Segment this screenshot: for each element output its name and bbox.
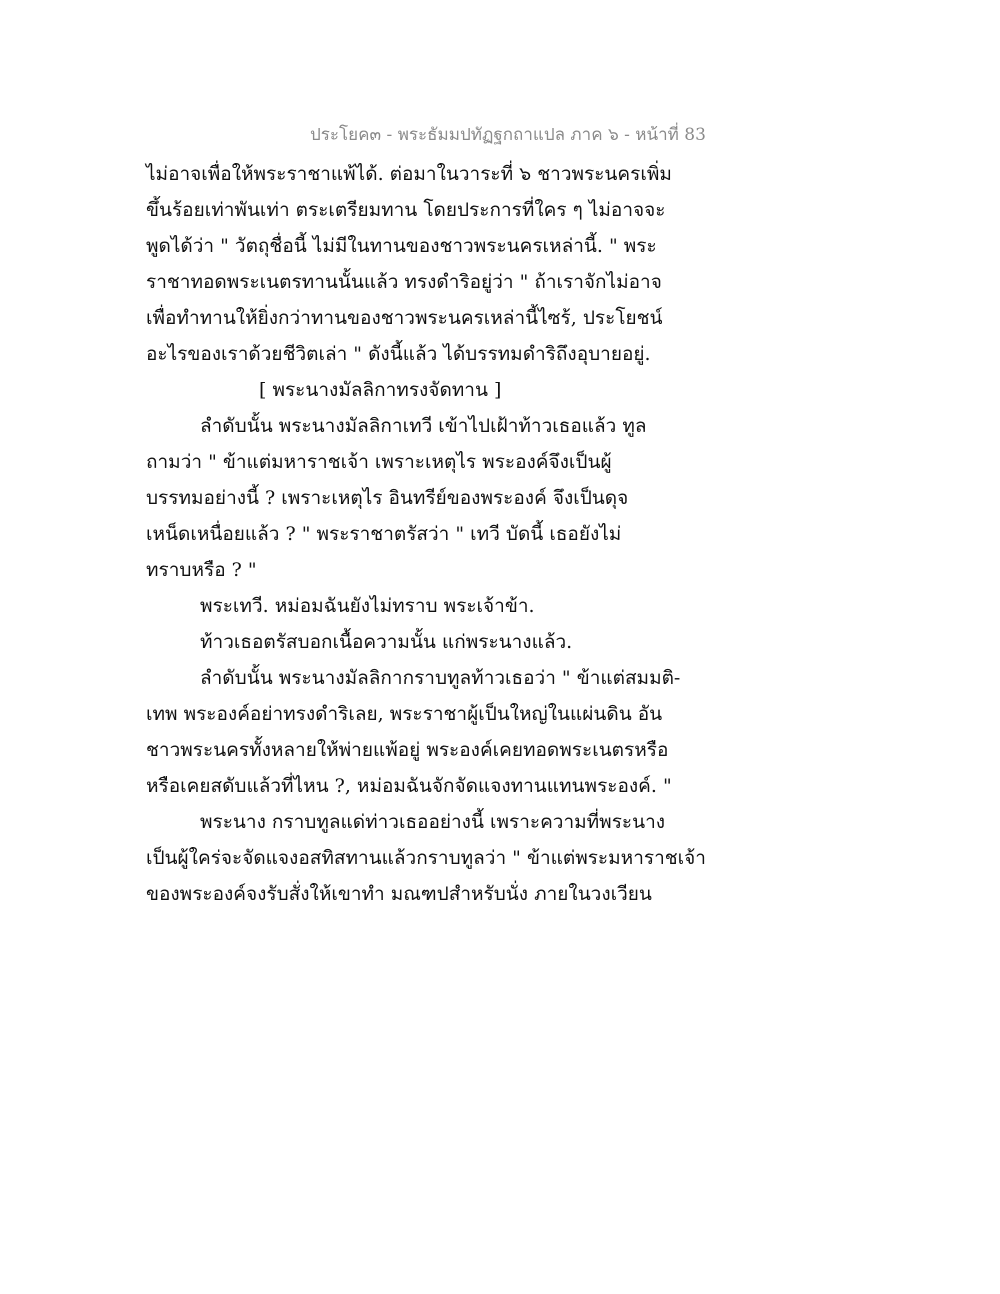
paragraph-start-line: พระนาง กราบทูลแด่ท่าวเธออย่างนี้ เพราะความที่พระนาง [200,811,666,833]
paragraph-start-line: ท้าวเธอตรัสบอกเนื้อความนั้น แก่พระนางแล้ว. [200,631,573,653]
text-line: เป็นผู้ใคร่จะจัดแจงอสทิสทานแล้วกราบทูลว่า " ข้าแต่พระมหาราชเจ้า [146,847,706,869]
body-text [146,156,706,912]
text-line: บรรทมอย่างนี้ ? เพราะเหตุไร อินทรีย์ของพระองค์ จึงเป็นดุจ [146,487,629,509]
text-line: หรือเคยสดับแล้วที่ไหน ?, หม่อมฉันจักจัดแจงทานแทนพระองค์. " [146,775,672,797]
text-line: ชาวพระนครทั้งหลายให้พ่ายแพ้อยู่ พระองค์เคยทอดพระเนตรหรือ [146,739,669,761]
running-header: ประโยค๓ - พระธัมมปทัฏฐกถาแปล ภาค ๖ - หน้าที่ 83 [310,125,706,145]
text-line: เทพ พระองค์อย่าทรงดำริเลย, พระราชาผู้เป็นใหญ่ในแผ่นดิน อัน [146,703,663,725]
section-heading: [ พระนางมัลลิกาทรงจัดทาน ] [259,379,502,401]
text-line: เหน็ดเหนื่อยแล้ว ? " พระราชาตรัสว่า " เทวี บัดนี้ เธอยังไม่ [146,523,622,545]
text-line: ขึ้นร้อยเท่าพันเท่า ตระเตรียมทาน โดยประการที่ใคร ๆ ไม่อาจจะ [146,199,666,221]
text-line: ถามว่า " ข้าแต่มหาราชเจ้า เพราะเหตุไร พระองค์จึงเป็นผู้ [146,451,612,473]
text-line: ทราบหรือ ? " [146,559,257,581]
text-line: พูดได้ว่า " วัตถุชื่อนี้ ไม่มีในทานของชาวพระนครเหล่านี้. " พระ [146,235,657,257]
text-line: ราชาทอดพระเนตรทานนั้นแล้ว ทรงดำริอยู่ว่า " ถ้าเราจักไม่อาจ [146,271,662,293]
text-line: ไม่อาจเพื่อให้พระราชาแพ้ได้. ต่อมาในวาระที่ ๖ ชาวพระนครเพิ่ม [146,163,672,185]
paragraph-start-line: พระเทวี. หม่อมฉันยังไม่ทราบ พระเจ้าข้า. [200,595,535,617]
paragraph-start-line: ลำดับนั้น พระนางมัลลิกากราบทูลท้าวเธอว่า " ข้าแต่สมมติ- [200,667,681,689]
text-line: อะไรของเราด้วยชีวิตเล่า " ดังนี้แล้ว ได้บรรทมดำริถึงอุบายอยู่. [146,343,651,365]
text-line: ของพระองค์จงรับสั่งให้เขาทำ มณฑปสำหรับนั่ง ภายในวงเวียน [146,883,652,905]
text-line: เพื่อทำทานให้ยิ่งกว่าทานของชาวพระนครเหล่านี้ไซร้, ประโยชน์ [146,307,663,329]
paragraph-start-line: ลำดับนั้น พระนางมัลลิกาเทวี เข้าไปเฝ้าท้าวเธอแล้ว ทูล [200,415,647,437]
